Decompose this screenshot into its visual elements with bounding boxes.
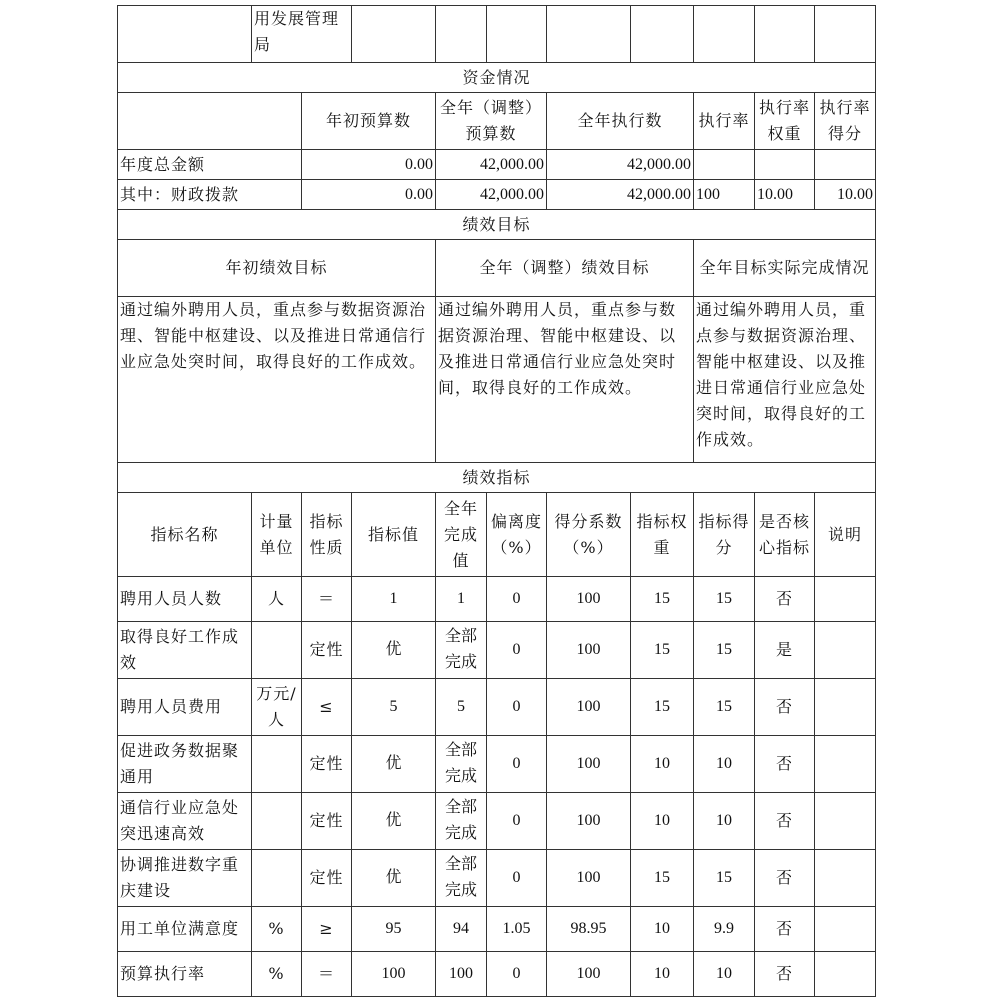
funds-row-weight: 10.00 — [755, 180, 815, 210]
indicator-weight: 10 — [631, 793, 694, 850]
funds-row-rate: 100 — [694, 180, 755, 210]
goals-text-row — [118, 297, 876, 463]
table-row — [118, 793, 876, 850]
indicator-name: 聘用人员费用 — [118, 679, 252, 736]
funds-row-label: 年度总金额 — [118, 150, 302, 180]
indicator-coefficient: 98.95 — [547, 907, 631, 952]
indicator-score: 15 — [694, 850, 755, 907]
table-row — [118, 850, 876, 907]
indicator-coefficient: 100 — [547, 622, 631, 679]
indicator-unit: 人 — [252, 577, 302, 622]
indicator-note — [815, 736, 876, 793]
indicator-deviation: 0 — [487, 679, 547, 736]
indicator-header-coefficient: 得分系数（%） — [547, 493, 631, 577]
indicator-nature: 定性 — [302, 736, 352, 793]
goals-header-initial: 年初绩效目标 — [118, 240, 436, 297]
indicator-core: 否 — [755, 952, 815, 997]
indicator-score: 10 — [694, 736, 755, 793]
indicator-deviation: 0 — [487, 952, 547, 997]
funds-row-score: 10.00 — [815, 180, 876, 210]
indicator-header-score: 指标得分 — [694, 493, 755, 577]
funds-row-initial: 0.00 — [302, 180, 436, 210]
indicator-note — [815, 793, 876, 850]
indicator-actual: 全部完成 — [436, 850, 487, 907]
indicator-weight: 15 — [631, 577, 694, 622]
indicator-header-name: 指标名称 — [118, 493, 252, 577]
indicator-target: 优 — [352, 622, 436, 679]
indicator-unit — [252, 736, 302, 793]
indicator-coefficient: 100 — [547, 679, 631, 736]
goals-section-title: 绩效目标 — [118, 210, 876, 240]
indicator-header-nature: 指标性质 — [302, 493, 352, 577]
indicators-section-title: 绩效指标 — [118, 463, 876, 493]
funds-row — [118, 180, 876, 210]
funds-row-weight — [755, 150, 815, 180]
indicator-note — [815, 679, 876, 736]
funds-header-rate: 执行率 — [694, 93, 755, 150]
performance-table — [117, 5, 876, 997]
indicator-note — [815, 907, 876, 952]
indicator-rows — [118, 577, 876, 997]
table-row — [118, 622, 876, 679]
indicator-core: 否 — [755, 793, 815, 850]
indicator-name: 通信行业应急处突迅速高效 — [118, 793, 252, 850]
table-row — [118, 577, 876, 622]
indicator-nature: ＝ — [302, 952, 352, 997]
indicator-target: 1 — [352, 577, 436, 622]
indicator-core: 否 — [755, 850, 815, 907]
table-row — [118, 736, 876, 793]
indicator-weight: 15 — [631, 850, 694, 907]
goals-header-actual: 全年目标实际完成情况 — [694, 240, 876, 297]
indicator-header-deviation: 偏离度（%） — [487, 493, 547, 577]
indicator-target: 5 — [352, 679, 436, 736]
funds-row-executed: 42,000.00 — [547, 150, 694, 180]
indicator-actual: 100 — [436, 952, 487, 997]
indicator-unit: % — [252, 952, 302, 997]
indicator-note — [815, 952, 876, 997]
indicator-deviation: 0 — [487, 622, 547, 679]
funds-row-executed: 42,000.00 — [547, 180, 694, 210]
indicator-deviation: 1.05 — [487, 907, 547, 952]
funds-header-initial: 年初预算数 — [302, 93, 436, 150]
indicator-score: 9.9 — [694, 907, 755, 952]
indicator-unit — [252, 850, 302, 907]
goal-actual-text: 通过编外聘用人员，重点参与数据资源治理、智能中枢建设、以及推进日常通信行业应急处突时间，取得良好的工作成效。 — [694, 297, 876, 463]
indicator-header-actual: 全年完成值 — [436, 493, 487, 577]
indicator-unit: % — [252, 907, 302, 952]
indicator-score: 10 — [694, 952, 755, 997]
indicator-coefficient: 100 — [547, 577, 631, 622]
indicator-nature: ≥ — [302, 907, 352, 952]
goal-adjusted-text: 通过编外聘用人员，重点参与数据资源治理、智能中枢建设、以及推进日常通信行业应急处突时间，取得良好的工作成效。 — [436, 297, 694, 463]
indicator-target: 优 — [352, 736, 436, 793]
indicator-weight: 10 — [631, 907, 694, 952]
funds-header-score: 执行率得分 — [815, 93, 876, 150]
indicator-deviation: 0 — [487, 577, 547, 622]
indicator-header-note: 说明 — [815, 493, 876, 577]
indicator-note — [815, 577, 876, 622]
indicator-name: 协调推进数字重庆建设 — [118, 850, 252, 907]
indicator-coefficient: 100 — [547, 736, 631, 793]
indicator-header-target: 指标值 — [352, 493, 436, 577]
indicator-actual: 全部完成 — [436, 736, 487, 793]
indicator-score: 15 — [694, 577, 755, 622]
funds-section-title: 资金情况 — [118, 63, 876, 93]
indicator-actual: 94 — [436, 907, 487, 952]
funds-row-initial: 0.00 — [302, 150, 436, 180]
funds-header-adjusted: 全年（调整）预算数 — [436, 93, 547, 150]
indicator-actual: 1 — [436, 577, 487, 622]
table-row — [118, 952, 876, 997]
indicator-core: 否 — [755, 907, 815, 952]
funds-header-weight: 执行率权重 — [755, 93, 815, 150]
indicator-actual: 全部完成 — [436, 622, 487, 679]
indicator-name: 聘用人员人数 — [118, 577, 252, 622]
indicator-name: 用工单位满意度 — [118, 907, 252, 952]
goals-header-row — [118, 240, 876, 297]
indicator-target: 100 — [352, 952, 436, 997]
indicator-core: 否 — [755, 577, 815, 622]
indicator-score: 15 — [694, 679, 755, 736]
funds-row-label: 其中：财政拨款 — [118, 180, 302, 210]
indicator-actual: 5 — [436, 679, 487, 736]
indicator-nature: ≤ — [302, 679, 352, 736]
indicators-header-row — [118, 493, 876, 577]
indicator-deviation: 0 — [487, 736, 547, 793]
indicator-core: 是 — [755, 622, 815, 679]
indicator-target: 优 — [352, 793, 436, 850]
indicator-actual: 全部完成 — [436, 793, 487, 850]
indicator-coefficient: 100 — [547, 952, 631, 997]
indicator-unit — [252, 622, 302, 679]
indicator-weight: 10 — [631, 736, 694, 793]
dept-name-cont: 用发展管理局 — [252, 6, 352, 63]
top-row — [118, 6, 876, 63]
table-row — [118, 679, 876, 736]
indicator-header-core: 是否核心指标 — [755, 493, 815, 577]
funds-row-score — [815, 150, 876, 180]
indicator-note — [815, 850, 876, 907]
funds-header-row — [118, 93, 876, 150]
indicator-score: 15 — [694, 622, 755, 679]
table-row — [118, 907, 876, 952]
indicator-deviation: 0 — [487, 793, 547, 850]
indicator-weight: 15 — [631, 622, 694, 679]
indicator-weight: 10 — [631, 952, 694, 997]
indicator-weight: 15 — [631, 679, 694, 736]
indicator-name: 取得良好工作成效 — [118, 622, 252, 679]
indicator-deviation: 0 — [487, 850, 547, 907]
indicator-score: 10 — [694, 793, 755, 850]
indicator-nature: 定性 — [302, 850, 352, 907]
indicator-unit: 万元/人 — [252, 679, 302, 736]
indicator-core: 否 — [755, 679, 815, 736]
funds-header-executed: 全年执行数 — [547, 93, 694, 150]
indicator-coefficient: 100 — [547, 850, 631, 907]
indicator-nature: ＝ — [302, 577, 352, 622]
indicator-nature: 定性 — [302, 622, 352, 679]
funds-row — [118, 150, 876, 180]
indicator-coefficient: 100 — [547, 793, 631, 850]
indicator-target: 优 — [352, 850, 436, 907]
indicator-name: 预算执行率 — [118, 952, 252, 997]
indicator-note — [815, 622, 876, 679]
goal-initial-text: 通过编外聘用人员，重点参与数据资源治理、智能中枢建设、以及推进日常通信行业应急处突时间，取得良好的工作成效。 — [118, 297, 436, 463]
indicator-header-unit: 计量单位 — [252, 493, 302, 577]
indicator-name: 促进政务数据聚通用 — [118, 736, 252, 793]
goals-header-adjusted: 全年（调整）绩效目标 — [436, 240, 694, 297]
funds-row-adjusted: 42,000.00 — [436, 150, 547, 180]
indicator-unit — [252, 793, 302, 850]
funds-row-adjusted: 42,000.00 — [436, 180, 547, 210]
indicator-nature: 定性 — [302, 793, 352, 850]
indicator-header-weight: 指标权重 — [631, 493, 694, 577]
funds-row-rate — [694, 150, 755, 180]
indicator-core: 否 — [755, 736, 815, 793]
indicator-target: 95 — [352, 907, 436, 952]
